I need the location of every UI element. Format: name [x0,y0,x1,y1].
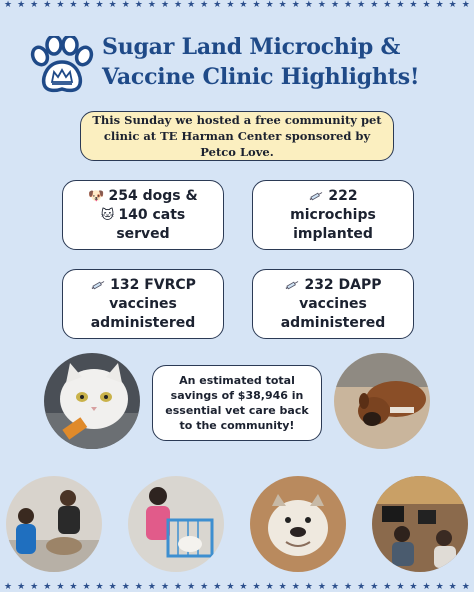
star-icon: ★ [291,0,300,10]
page-title [102,32,472,92]
star-icon: ★ [448,0,457,10]
stat-card-animals [62,180,224,250]
stat-card-fvrcp [62,269,224,339]
served-label: served [116,225,170,242]
star-icon: ★ [226,582,235,592]
star-icon: ★ [383,0,392,10]
cats-served-text: 140 cats [118,206,186,223]
header [30,32,450,102]
star-icon: ★ [409,0,418,10]
fvrcp-administered-label: administered [90,314,196,331]
star-icon: ★ [69,582,78,592]
dapp-vaccines-label: vaccines [299,295,367,312]
star-icon: ★ [82,0,91,10]
dogs-served-text: 254 dogs & [108,187,198,204]
star-icon: ★ [56,582,65,592]
star-icon: ★ [174,0,183,10]
implanted-label: implanted [293,225,373,242]
star-icon: ★ [95,582,104,592]
star-icon: ★ [383,582,392,592]
star-icon: ★ [134,582,143,592]
star-icon: ★ [265,0,274,10]
star-icon: ★ [213,0,222,10]
star-icon: ★ [396,582,405,592]
star-icon: ★ [200,582,209,592]
star-icon: ★ [174,582,183,592]
star-icon: ★ [187,582,196,592]
star-icon: ★ [43,582,52,592]
star-icon: ★ [17,0,26,10]
star-icon: ★ [265,582,274,592]
star-icon: ★ [213,582,222,592]
star-icon: ★ [56,0,65,10]
star-icon: ★ [252,582,261,592]
star-icon: ★ [82,582,91,592]
star-icon: ★ [330,0,340,10]
star-icon: ★ [435,0,444,10]
star-icon: ★ [461,582,470,592]
fvrcp-vaccines-label: vaccines [109,295,177,312]
intro-banner: This Sunday we hosted a free community pet clinic at TE Harman Center sponsored by Petco Love. [80,111,394,161]
cat-face-icon: 🐱 [100,207,115,223]
star-icon: ★ [4,0,13,10]
star-icon: ★ [304,582,313,592]
star-icon: ★ [108,582,117,592]
star-icon: ★ [422,582,431,592]
star-icon: ★ [252,0,261,10]
star-icon: ★ [147,0,156,10]
fvrcp-count: 132 FVRCP [110,276,196,293]
star-icon: ★ [239,0,248,10]
star-icon: ★ [317,0,326,10]
star-icon: ★ [30,582,39,592]
star-icon: ★ [160,0,170,10]
star-icon: ★ [409,582,418,592]
star-icon: ★ [278,0,287,10]
star-icon: ★ [370,582,379,592]
clinic-workstation-photo [372,476,468,572]
star-icon: ★ [357,582,366,592]
savings-callout: An estimated total savings of $38,946 in essential vet care back to the community! [152,365,322,441]
stat-card-dapp [252,269,414,339]
paw-crown-icon [30,36,94,96]
star-icon: ★ [448,582,457,592]
microchips-count: 222 [328,187,358,204]
star-icon: ★ [147,582,156,592]
star-icon: ★ [187,0,196,10]
star-icon: ★ [291,582,300,592]
star-icon: ★ [370,0,379,10]
microchips-label: microchips [290,206,376,223]
star-icon: ★ [461,0,470,10]
boxer-dog-photo [334,353,430,449]
star-icon: ★ [226,0,235,10]
star-icon: ★ [304,0,313,10]
dapp-count: 232 DAPP [304,276,382,293]
stat-card-microchips [252,180,414,250]
star-icon: ★ [121,582,130,592]
cat-photo [44,353,140,449]
star-icon: ★ [69,0,78,10]
star-border-top [0,0,474,10]
star-icon: ★ [160,582,170,592]
star-border-bottom [0,582,474,592]
star-icon: ★ [43,0,52,10]
star-icon: ★ [108,0,117,10]
star-icon: ★ [17,582,26,592]
syringe-icon [284,280,300,290]
star-icon: ★ [95,0,104,10]
star-icon: ★ [200,0,209,10]
star-icon: ★ [134,0,143,10]
star-icon: ★ [396,0,405,10]
clinic-volunteers-photo [6,476,102,572]
title-line-1: Sugar Land Microchip & [102,34,401,60]
star-icon: ★ [4,582,13,592]
bulldog-photo [250,476,346,572]
star-icon: ★ [422,0,431,10]
dapp-administered-label: administered [280,314,386,331]
star-icon: ★ [344,0,353,10]
dog-face-icon: 🐶 [88,188,105,204]
star-icon: ★ [330,582,340,592]
star-icon: ★ [344,582,353,592]
star-icon: ★ [435,582,444,592]
star-icon: ★ [357,0,366,10]
syringe-icon [90,280,106,290]
star-icon: ★ [30,0,39,10]
star-icon: ★ [121,0,130,10]
star-icon: ★ [278,582,287,592]
star-icon: ★ [239,582,248,592]
title-line-2: Vaccine Clinic Highlights! [102,64,420,90]
star-icon: ★ [317,582,326,592]
puppy-in-crate-photo [128,476,224,572]
syringe-icon [308,191,324,201]
